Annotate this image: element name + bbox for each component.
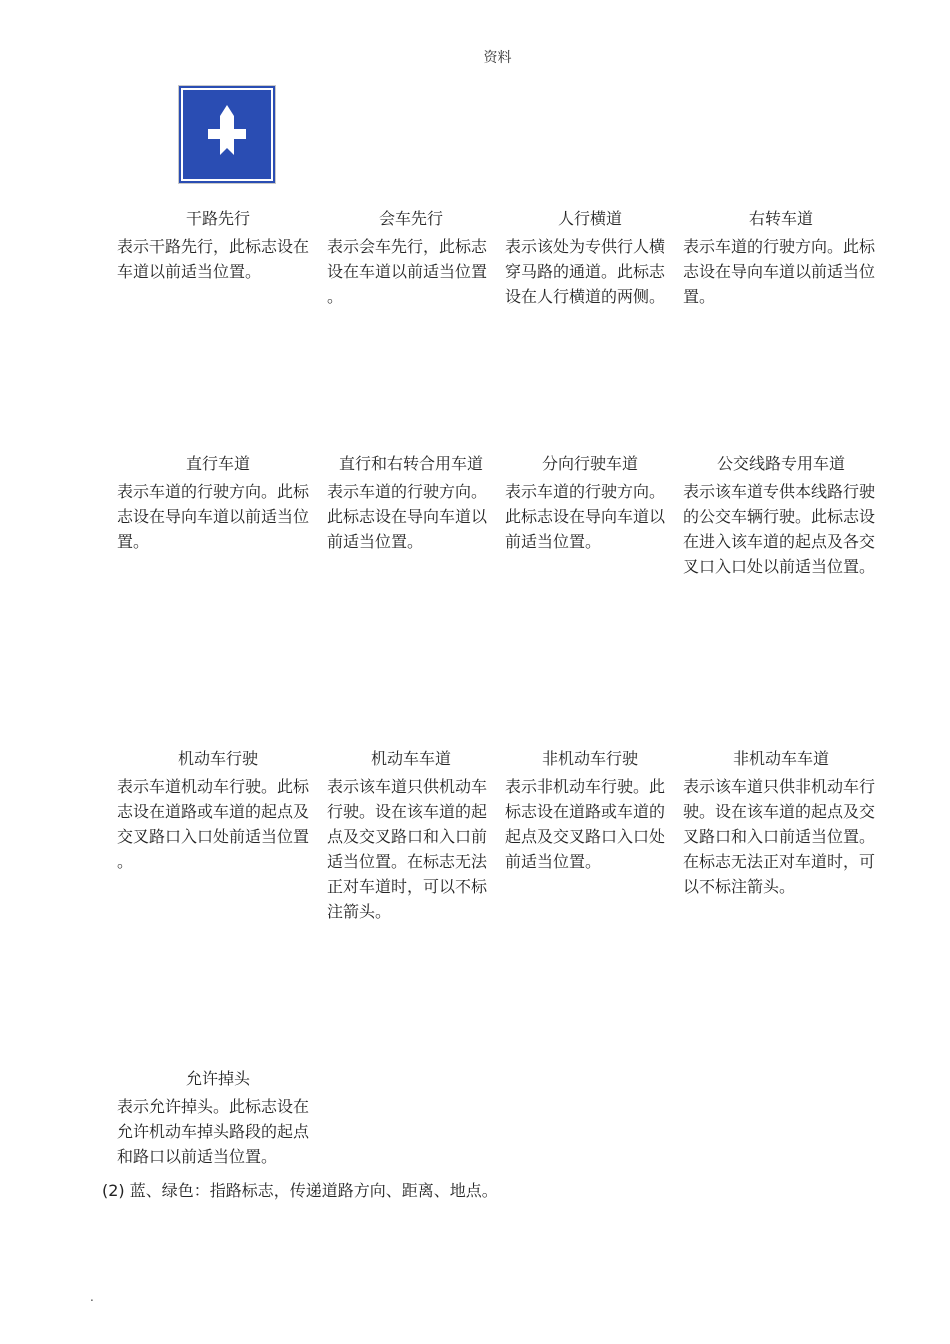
sign-title: 右转车道 <box>748 209 813 228</box>
sign-title: 允许掉头 <box>185 1069 250 1088</box>
sign-entry <box>117 1066 319 1186</box>
sign-description: 表示会车先行，此标志设在车道以前适当位置。 <box>327 237 488 306</box>
sign-title: 会车先行 <box>378 209 443 228</box>
sign-entry <box>117 746 319 936</box>
sign-description: 表示非机动车行驶。此标志设在道路或车道的起点及交叉路口入口处前适当位置。 <box>505 777 666 871</box>
sign-description: 表示车道的行驶方向。此标志设在导向车道以前适当位置。 <box>683 237 876 306</box>
sign-description: 表示车道的行驶方向。此标志设在导向车道以前适当位置。 <box>505 482 666 551</box>
sign-title: 人行横道 <box>557 209 622 228</box>
sign-description: 表示该车道只供机动车行驶。设在该车道的起点及交叉路口和入口前适当位置。在标志无法正对车道时，可以不标注箭头。 <box>327 777 488 921</box>
sign-description: 表示该处为专供行人横穿马路的通道。此标志设在人行横道的两侧。 <box>505 237 666 306</box>
page-marker: . <box>90 1290 94 1304</box>
sign-description: 表示车道机动车行驶。此标志设在道路或车道的起点及交叉路口入口处前适当位置。 <box>117 777 310 871</box>
sign-description: 表示允许掉头。此标志设在允许机动车掉头路段的起点和路口以前适当位置。 <box>117 1097 310 1166</box>
sign-description: 表示车道的行驶方向。此标志设在导向车道以前适当位置。 <box>327 482 488 551</box>
sign-description: 表示车道的行驶方向。此标志设在导向车道以前适当位置。 <box>117 482 310 551</box>
sign-entry <box>505 451 675 621</box>
sign-title: 非机动车车道 <box>732 749 829 768</box>
sign-title: 直行和右转合用车道 <box>338 454 483 473</box>
sign-entry <box>117 206 319 326</box>
sign-title: 直行车道 <box>185 454 250 473</box>
sign-entry <box>327 206 495 326</box>
sign-description: 表示该车道专供本线路行驶的公交车辆行驶。此标志设在进入该车道的起点及各交叉口入口处以前适当位置。 <box>683 482 876 576</box>
sign-title: 机动车行驶 <box>177 749 258 768</box>
sign-title: 非机动车行驶 <box>541 749 638 768</box>
sign-entry <box>683 746 879 936</box>
section-note: (2) 蓝、绿色：指路标志，传递道路方向、距离、地点。 <box>102 1181 498 1200</box>
sign-entry <box>327 746 495 936</box>
sign-entry <box>327 451 495 621</box>
sign-entry <box>683 451 879 621</box>
page-header: 资料 <box>483 50 512 66</box>
sign-title: 分向行驶车道 <box>541 454 638 473</box>
priority-road-sign-icon <box>178 85 276 184</box>
sign-title: 干路先行 <box>185 209 250 228</box>
sign-description: 表示该车道只供非机动车行驶。设在该车道的起点及交叉路口和入口前适当位置。在标志无法正对车道时，可以不标注箭头。 <box>683 777 876 896</box>
sign-description: 表示干路先行，此标志设在车道以前适当位置。 <box>117 237 310 281</box>
sign-entry <box>117 451 319 621</box>
sign-title: 机动车车道 <box>370 749 451 768</box>
sign-entry <box>505 206 675 326</box>
sign-title: 公交线路专用车道 <box>716 454 845 473</box>
sign-entry <box>505 746 675 936</box>
sign-entry <box>683 206 879 326</box>
